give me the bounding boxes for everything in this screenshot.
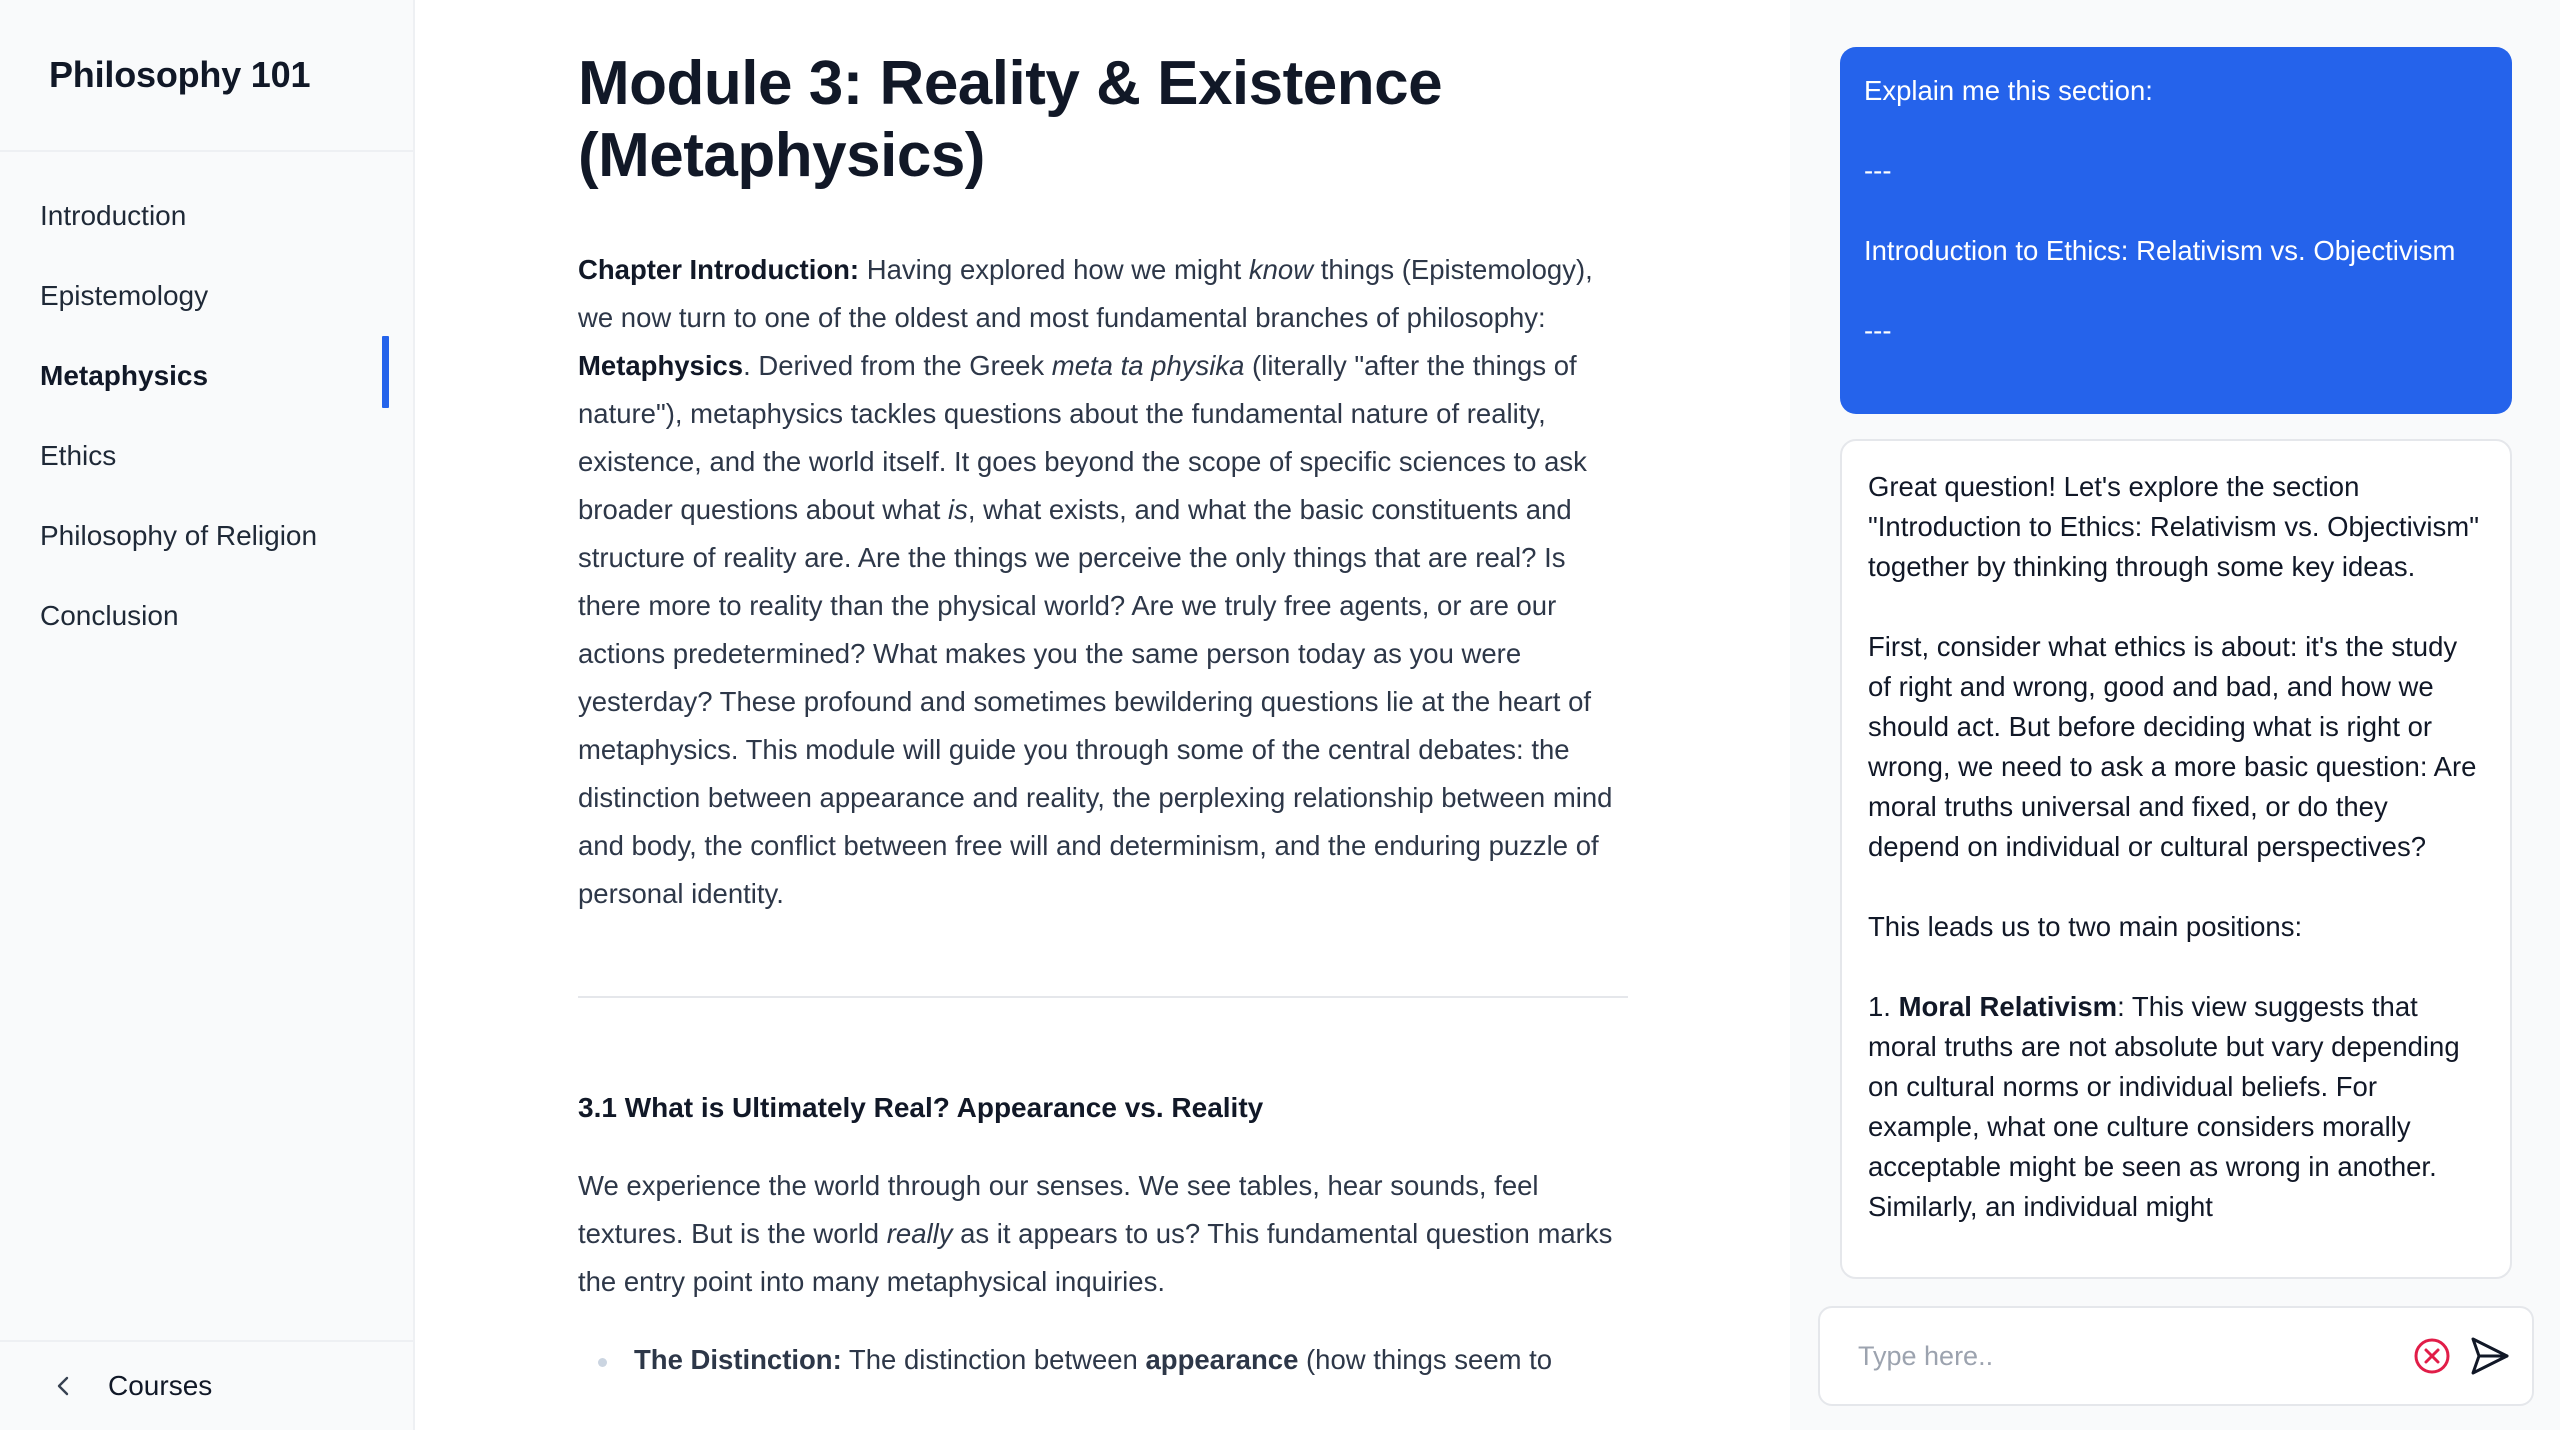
nav-item-label: Conclusion xyxy=(40,600,179,631)
intro-bold: Metaphysics xyxy=(578,350,744,381)
nav-item-conclusion[interactable] xyxy=(0,576,413,656)
sidebar-header xyxy=(0,0,413,152)
intro-emphasis: is xyxy=(947,494,968,525)
module-nav xyxy=(0,176,413,656)
courses-back-button[interactable] xyxy=(0,1340,413,1430)
assistant-list-item xyxy=(1868,987,2486,1227)
active-indicator xyxy=(382,336,389,408)
page-title: Module 3: Reality & Existence (Metaphysics) xyxy=(578,49,1443,190)
section-divider xyxy=(578,996,1628,998)
section-text: We experience the world through our senses. We see tables, hear sounds, feel textures. But is the world xyxy=(578,1170,1539,1249)
nav-item-label: Ethics xyxy=(40,440,117,471)
bullet-text: The distinction between xyxy=(841,1344,1146,1375)
intro-emphasis: meta ta physika xyxy=(1051,350,1245,381)
intro-lead: Chapter Introduction: xyxy=(578,254,860,285)
sidebar xyxy=(0,0,415,1430)
nav-item-label: Philosophy of Religion xyxy=(40,520,318,551)
intro-text: things (Epistemology), we now turn to one of the oldest and most fundamental branches of philosophy: xyxy=(578,254,1593,333)
article xyxy=(578,48,1628,1384)
main-content[interactable] xyxy=(417,0,1789,1430)
nav-item-philosophy-of-religion[interactable] xyxy=(0,496,413,576)
nav-item-introduction[interactable] xyxy=(0,176,413,256)
send-button[interactable] xyxy=(2466,1332,2514,1380)
chevron-left-icon xyxy=(52,1374,76,1398)
nav-item-epistemology[interactable] xyxy=(0,256,413,336)
intro-text: Having explored how we might xyxy=(859,254,1249,285)
send-icon xyxy=(2468,1334,2512,1378)
intro-text: . Derived from the Greek xyxy=(743,350,1052,381)
clear-button[interactable] xyxy=(2408,1332,2456,1380)
nav-item-label: Introduction xyxy=(40,200,187,231)
paragraph-gap xyxy=(1868,947,2486,987)
nav-item-ethics[interactable] xyxy=(0,416,413,496)
courses-label: Courses xyxy=(108,1370,213,1401)
bullet-bold: appearance xyxy=(1145,1344,1299,1375)
nav-item-label: Epistemology xyxy=(40,280,209,311)
clear-circle-icon xyxy=(2412,1336,2452,1376)
intro-emphasis: know xyxy=(1248,254,1314,285)
section-heading: 3.1 What is Ultimately Real? Appearance vs. Reality xyxy=(578,1092,1264,1123)
assistant-message[interactable] xyxy=(1840,439,2512,1279)
chat-input-bar xyxy=(1818,1306,2534,1406)
assistant-paragraph: First, consider what ethics is about: it's the study of right and wrong, good and bad, and how we should act. But before deciding what is right or wrong, we need to ask a more basic question: Are moral truths universal and fixed, or do they depend on individual or cultural perspectives? xyxy=(1868,631,2477,862)
list-item xyxy=(578,1336,1628,1384)
course-title: Philosophy 101 xyxy=(49,54,311,95)
bullet-text: (how things seem to xyxy=(1298,1344,1553,1375)
section-emphasis: really xyxy=(886,1218,953,1249)
list-number: 1. xyxy=(1868,991,1899,1022)
intro-text: , what exists, and what the basic constituents and structure of reality are. Are the things we perceive the only things that are real? Is there more to reality than the physical world? Are we truly free agents, or are our actions predetermined? What makes you the same person today as you were yesterday? These profound and sometimes bewildering questions lie at the heart of metaphysics. This module will guide you through some of the central debates: the distinction between appearance and reality, the perplexing relationship between mind and body, the conflict between free will and determinism, and the enduring puzzle of personal identity. xyxy=(578,494,1613,909)
chapter-intro xyxy=(578,246,1628,918)
nav-item-label: Metaphysics xyxy=(40,360,209,391)
intro-text: (literally "after the things of nature"), metaphysics tackles questions about the fundamental nature of reality, existence, and the world itself. It goes beyond the scope of specific sciences to ask broader questions about what xyxy=(578,350,1587,525)
paragraph-gap xyxy=(1868,587,2486,627)
list-text: : This view suggests that moral truths are not absolute but vary depending on cultural norms or individual beliefs. For example, what one culture considers morally acceptable might be seen as wrong in another. Similarly, an individual might xyxy=(1868,991,2460,1222)
section-paragraph xyxy=(578,1162,1628,1306)
chat-panel xyxy=(1790,0,2560,1430)
assistant-paragraph: This leads us to two main positions: xyxy=(1868,911,2303,942)
bullet-lead: The Distinction: xyxy=(634,1344,842,1375)
list-term: Moral Relativism xyxy=(1898,991,2118,1022)
section-text: as it appears to us? This fundamental question marks the entry point into many metaphysical inquiries. xyxy=(578,1218,1613,1297)
user-message xyxy=(1840,47,2512,414)
user-message-text: Explain me this section: --- Introduction to Ethics: Relativism vs. Objectivism --- xyxy=(1864,75,2456,346)
paragraph-gap xyxy=(1868,867,2486,907)
assistant-paragraph: Great question! Let's explore the section "Introduction to Ethics: Relativism vs. Objectivism" together by thinking through some key ideas. xyxy=(1868,471,2479,582)
nav-item-metaphysics[interactable] xyxy=(0,336,413,416)
chat-input[interactable] xyxy=(1858,1341,2408,1372)
